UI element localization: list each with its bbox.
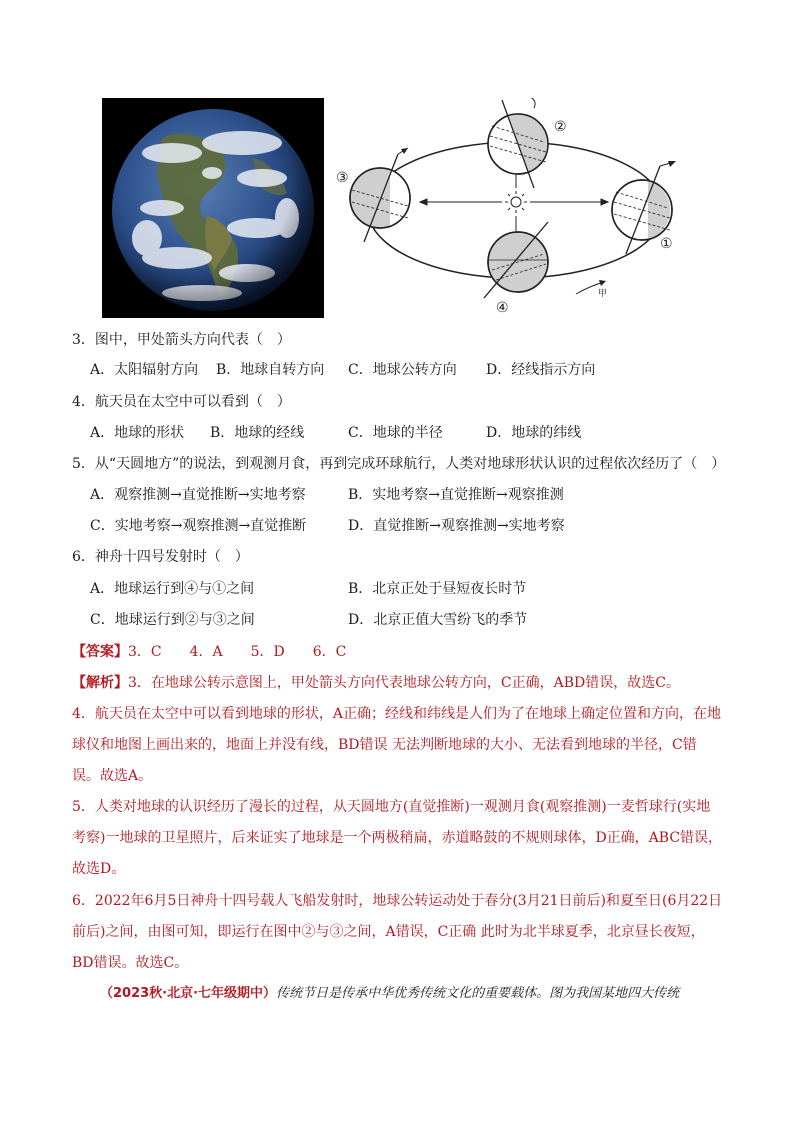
question-5-option-b[interactable]: B．实地考察→直觉推断→观察推测 xyxy=(348,487,564,503)
jia-label: 甲 xyxy=(598,289,608,299)
answer-text: 3．C 4．A 5．D 6．C xyxy=(128,644,347,660)
analysis-tag: 【解析】 xyxy=(72,675,128,691)
analysis-q3 xyxy=(72,668,724,699)
label-2: ② xyxy=(554,119,567,135)
question-5-option-d[interactable]: D．直觉推断→观察推测→实地考察 xyxy=(348,518,565,534)
question-4-option-b[interactable]: B．地球的经线 xyxy=(210,425,305,441)
earth-photo xyxy=(102,98,324,318)
question-4-option-d[interactable]: D．地球的纬线 xyxy=(486,425,582,441)
question-3-option-b[interactable]: B．地球自转方向 xyxy=(216,362,325,378)
analysis-q4: 4．航天员在太空中可以看到地球的形状，A正确；经线和纬线是人们为了在地球上确定位置和方向，在地球仪和地图上画出来的，地面上并没有线，BD错误 无法判断地球的大小、无法看到地球的半径，C错误。故选A。 xyxy=(72,706,722,784)
question-3-option-c[interactable]: C．地球公转方向 xyxy=(348,362,457,378)
question-3-option-a[interactable]: A．太阳辐射方向 xyxy=(90,362,199,378)
label-4: ④ xyxy=(496,300,509,316)
question-3-stem: 3．图中，甲处箭头方向代表（ ） xyxy=(72,332,291,348)
question-6-option-a[interactable]: A．地球运行到④与①之间 xyxy=(90,581,255,597)
next-question-text: 传统节日是传承中华优秀传统文化的重要载体。图为我国某地四大传统 xyxy=(276,986,680,1001)
question-6-option-d[interactable]: D．北京正值大雪纷飞的季节 xyxy=(348,612,528,628)
source-tag: （2023秋·北京·七年级期中） xyxy=(100,986,277,1001)
question-4-stem: 4．航天员在太空中可以看到（ ） xyxy=(72,394,291,410)
question-3-option-d[interactable]: D．经线指示方向 xyxy=(486,362,596,378)
analysis-q5: 5．人类对地球的认识经历了漫长的过程，从天圆地方(直觉推断)一观测月食(观察推测)一麦哲球行(实地考察)一地球的卫星照片，后来证实了地球是一个两极稍扁，赤道略鼓的不规则球体，D正确，ABC错误，故选D。 xyxy=(72,799,723,877)
answer-tag: 【答案】 xyxy=(72,644,128,660)
question-5-option-c[interactable]: C．实地考察→观察推测→直觉推断 xyxy=(90,518,307,534)
question-6-stem: 6．神舟十四号发射时（ ） xyxy=(72,549,249,565)
analysis-q3-text: 3．在地球公转示意图上，甲处箭头方向代表地球公转方向，C正确，ABD错误，故选C。 xyxy=(128,675,680,691)
answer-line xyxy=(72,642,346,662)
question-4-option-a[interactable]: A．地球的形状 xyxy=(90,425,185,441)
orbit-graphic xyxy=(336,98,692,318)
label-1: ① xyxy=(660,236,673,252)
earth-position-4 xyxy=(484,222,548,298)
label-3: ③ xyxy=(336,170,349,186)
earth-globe-graphic xyxy=(102,98,324,318)
analysis-q6: 6．2022年6月5日神舟十四号载人飞船发射时，地球公转运动处于春分(3月21日前后)和夏至日(6月22日前后)之间，由图可知，即运行在图中②与③之间，A错误，C正确 此时为北半球夏季，北京昼长夜短，BD错误。故选C。 xyxy=(72,893,723,971)
question-5-stem: 5．从“天圆地方”的说法，到观测月食，再到完成环球航行，人类对地球形状认识的过程依次经历了（ ） xyxy=(72,456,726,472)
question-4-option-c[interactable]: C．地球的半径 xyxy=(348,425,443,441)
orbit-diagram xyxy=(336,98,692,318)
earth-position-3 xyxy=(350,148,410,242)
sun-icon xyxy=(505,191,527,213)
question-6-option-b[interactable]: B．北京正处于昼短夜长时节 xyxy=(348,581,527,597)
next-question-intro xyxy=(100,984,679,1004)
earth-position-2 xyxy=(488,98,556,188)
question-6-option-c[interactable]: C．地球运行到②与③之间 xyxy=(90,612,255,628)
question-5-option-a[interactable]: A．观察推测→直觉推断→实地考察 xyxy=(90,487,306,503)
